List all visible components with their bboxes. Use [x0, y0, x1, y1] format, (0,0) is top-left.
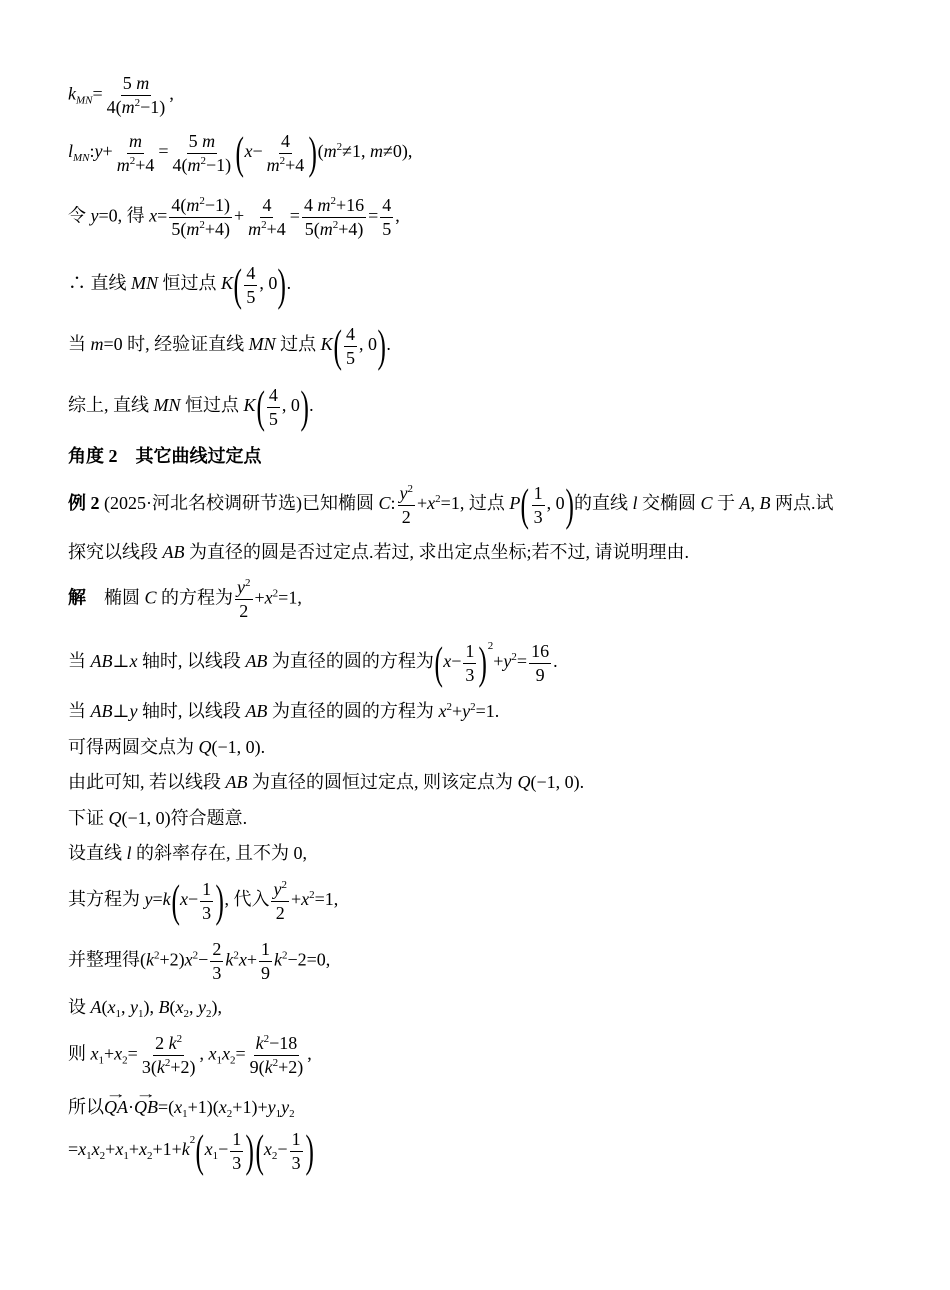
text-summary-line: 综上, 直线 MN 恒过点 K( $\frac{4}{5}$ , 0).: [68, 381, 314, 432]
example2-line2: 探究以线段 AB 为直径的圆是否过定点.若过, 求出定点坐标;若不过, 请说明理由.: [68, 542, 689, 562]
ex2-text2: 过点: [468, 493, 505, 514]
sol-l3-b: 轴时, 以线段: [141, 701, 241, 721]
example2-line1: 例 2 (2025·河北名校调研节选)已知椭圆 C: $\frac{y^2}{2}$ $+x^2=1$, 过点 P( $\frac{1}{3}$ , 0)的直线 l 交椭圆 C 于 A, B 两点.试: [68, 479, 834, 530]
ex2-text3: 的直线: [573, 493, 628, 514]
ex2-text6: 两点.试: [775, 493, 834, 514]
sol-l7-a: 设直线: [68, 843, 122, 863]
sol-line1-b: 的方程为: [161, 587, 234, 608]
sol-l8-b: , 代入: [224, 889, 270, 910]
solution-line5: 由此可知, 若以线段 AB 为直径的圆恒过定点, 则该定点为 Q(−1, 0).: [68, 772, 585, 792]
solution-line9: 并整理得$(k^2+2)x^2-$ $\frac{2}{3}$ $k^2x+$ $\frac{1}{9}$ $k^2-2=0$,: [68, 939, 331, 983]
sol-l5-b: 为直径的圆恒过定点, 则该定点为: [252, 772, 513, 792]
formula-lmn: $l_{MN}:y+$ $\frac{m}{m^2+4}$ = $\frac{5 m}{4(m^2-1)}$ (x− $\frac{4}{m^2+4}$ )($m^2\ne 1$, m≠0),: [68, 127, 413, 178]
sol-l9-a: 并整理得: [68, 949, 140, 970]
solution-line12: 所以→ $QA\cdot\to QB=(x_1+1)(x_2+1)+y_1y_2$: [68, 1098, 295, 1116]
sol-l2-a: 当: [68, 651, 86, 672]
text-therefore-line: ∴ 直线 MN 恒过点 K( $\frac{4}{5}$ , 0).: [68, 259, 292, 310]
solution-line1: 解 椭圆 C 的方程为 $\frac{y^2}{2}$ $+x^2=1$,: [68, 577, 302, 621]
solution-line4: 可得两圆交点为 Q(−1, 0).: [68, 737, 266, 757]
solution-line6: 下证 Q(−1, 0)符合题意.: [68, 808, 248, 828]
heading-title: 其它曲线过定点: [135, 446, 262, 466]
sol-l6-b: 符合题意.: [170, 808, 248, 828]
solution-line10: 设 $A(x_1$, $y_1$), $B(x_2$, $y_2$),: [68, 997, 222, 1020]
sol-l10-a: 设: [68, 997, 86, 1017]
ex2-line2-a: 探究以线段: [68, 542, 158, 562]
formula-kmn: $k_{MN}=$ $\frac{5 m}{4(m^2-1)}$ ,: [68, 73, 174, 117]
example-label: 例 2: [68, 493, 100, 514]
solution-line7: 设直线 l 的斜率存在, 且不为 0,: [68, 843, 308, 863]
sol-l6-a: 下证: [68, 808, 104, 828]
solution-line11: 则 $x_1+x_2=$ $\frac{2 k^2}{3(k^2+2)}$ , $x_1x_2=$ $\frac{k^2-18}{9(k^2+2)}$ ,: [68, 1033, 312, 1077]
section-heading: [68, 447, 262, 465]
sol-l11-a: 则: [68, 1043, 86, 1064]
sol-l8-a: 其方程为: [68, 889, 140, 910]
text-zongshang: 综上, 直线: [68, 395, 149, 416]
text-dang: 当: [68, 334, 86, 355]
solution-line8: 其方程为 y=k(x− $\frac{1}{3}$ ), 代入 $\frac{y^2}{2}$ $+x^2=1$,: [68, 875, 339, 926]
text-m0-line: 当 m=0 时, 经验证直线 MN 过点 K( $\frac{4}{5}$ , 0).: [68, 320, 391, 371]
sol-l2-b: 轴时, 以线段: [141, 651, 241, 672]
ex2-line2-b: 为直径的圆是否过定点.若过, 求出定点坐标;若不过, 请说明理由.: [189, 542, 689, 562]
formula-set-y0: 令 y=0, 得 x= $\frac{4(m^2-1)}{5(m^2+4)}$ + $\frac{4}{m^2+4}$ = $\frac{4 m^2+16}{5(m^2+4)}$ = $\frac{4}{5}$ ,: [68, 195, 400, 239]
sol-l12-a: 所以: [68, 1097, 104, 1117]
sol-l7-b: 的斜率存在, 且不为 0,: [136, 843, 308, 863]
sol-l4: 可得两圆交点为: [68, 737, 194, 757]
ex2-text5: 于: [717, 493, 736, 514]
sol-l3-a: 当: [68, 701, 86, 721]
heading-angle: 角度 2: [68, 446, 118, 466]
solution-line13: $=x_1x_2+x_1+x_2+1+k^2(x_1-$ $\frac{1}{3}$ )($x_2-$ $\frac{1}{3}$ ): [68, 1125, 314, 1176]
text-guodian-2: 恒过点: [185, 395, 239, 416]
text-ling: 令: [68, 205, 86, 226]
sol-l5-a: 由此可知, 若以线段: [68, 772, 221, 792]
example-source: (2025·河北名校调研节选): [104, 493, 302, 514]
text-de: 得: [126, 205, 145, 226]
sol-line1: 椭圆: [104, 587, 140, 608]
ex2-text4: 交椭圆: [642, 493, 696, 514]
ex2-text1: 已知椭圆: [301, 493, 374, 514]
text-guo: 过点: [280, 334, 317, 355]
solution-label: 解: [68, 587, 86, 608]
sol-l3-c: 为直径的圆的方程为: [271, 701, 434, 721]
text-guodian: 恒过点: [162, 273, 217, 294]
sol-l2-c: 为直径的圆的方程为: [271, 651, 434, 672]
text-therefore: ∴ 直线: [68, 273, 127, 294]
solution-line2: 当 AB⊥x 轴时, 以线段 AB 为直径的圆的方程为(x− $\frac{1}{3}$ )$^2+y^2=$ $\frac{16}{9}$ .: [68, 637, 558, 688]
text-verify: 时, 经验证直线: [127, 334, 245, 355]
solution-line3: 当 AB⊥y 轴时, 以线段 AB 为直径的圆的方程为 $x^2+y^2=1$.: [68, 701, 500, 721]
